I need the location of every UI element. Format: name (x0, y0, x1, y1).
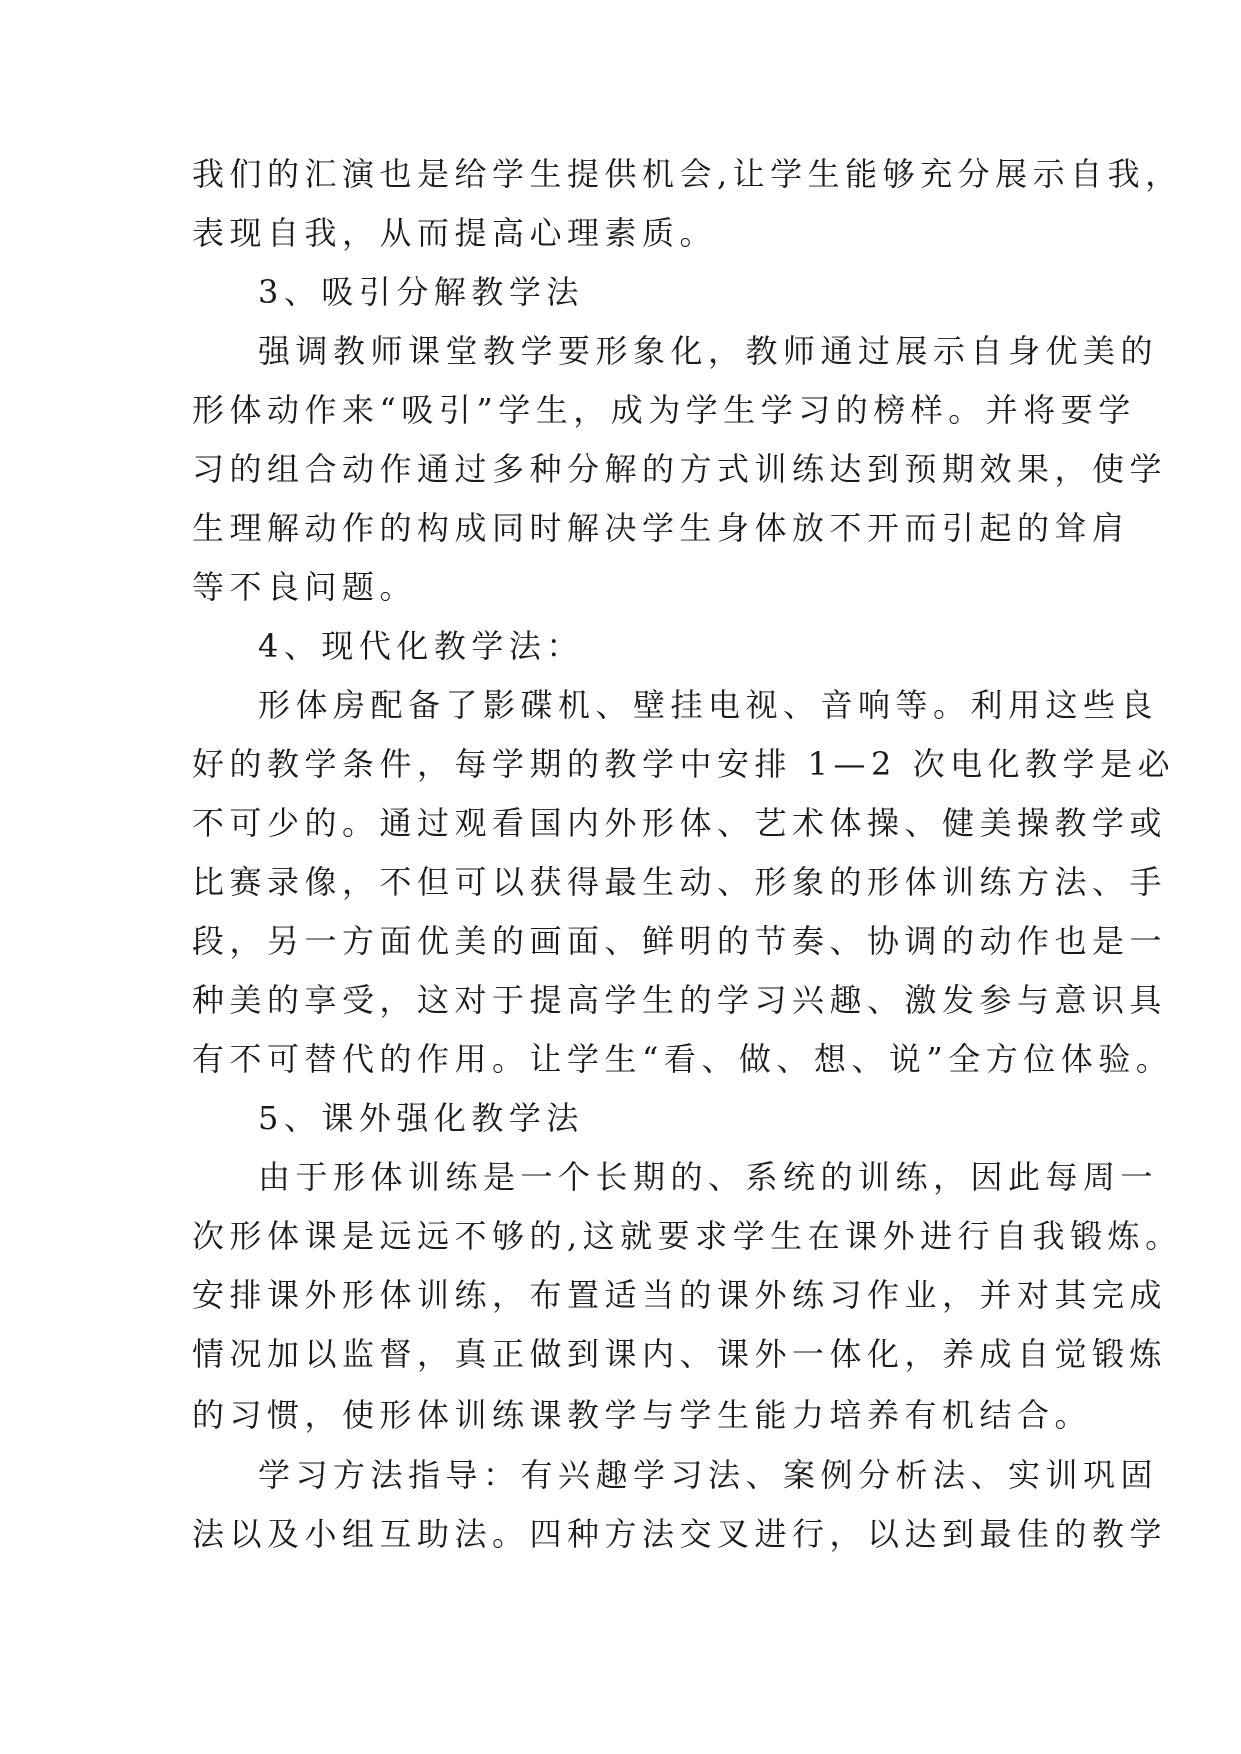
paragraph (192, 322, 1168, 617)
heading-line: 4、现代化教学法： (258, 627, 584, 665)
paragraph (192, 145, 1183, 263)
text-line: 强调教师课堂教学要形象化，教师通过展示自身优美的 (258, 332, 1159, 370)
text-line: 形体动作来“吸引”学生，成为学生学习的榜样。并将要学 (192, 391, 1136, 429)
text-line: 次形体课是远远不够的,这就要求学生在课外进行自我锻炼。 (192, 1217, 1183, 1255)
text-line: 生理解动作的构成同时解决学生身体放不开而引起的耸肩 (192, 509, 1130, 547)
text-line: 等不良问题。 (192, 568, 418, 606)
text-line: 形体房配备了影碟机、壁挂电视、音响等。利用这些良 (258, 686, 1159, 724)
document-body (192, 145, 1183, 1564)
text-line: 习的组合动作通过多种分解的方式训练达到预期效果，使学 (192, 450, 1168, 488)
text-line: 的习惯，使形体训练课教学与学生能力培养有机结合。 (192, 1396, 1093, 1434)
text-line: 学习方法指导：有兴趣学习法、案例分析法、实训巩固 (258, 1456, 1159, 1494)
text-line: 不可少的。通过观看国内外形体、艺术体操、健美操教学或 (192, 804, 1168, 842)
text-line: 情况加以监督，真正做到课内、课外一体化，养成自觉锻炼 (192, 1335, 1168, 1373)
text-line: 有不可替代的作用。让学生“看、做、想、说”全方位体验。 (192, 1040, 1174, 1078)
section-heading (192, 263, 1072, 322)
section-heading (192, 617, 1072, 676)
text-line: 段，另一方面优美的画面、鲜明的节奏、协调的动作也是一 (192, 922, 1168, 960)
heading-line: 5、课外强化教学法 (258, 1099, 584, 1137)
paragraph (192, 676, 1176, 1089)
text-line: 法以及小组互助法。四种方法交叉进行，以达到最佳的教学 (192, 1515, 1168, 1553)
section-heading (192, 1089, 1072, 1148)
text-line: 比赛录像，不但可以获得最生动、形象的形体训练方法、手 (192, 863, 1168, 901)
paragraph (192, 1446, 1168, 1564)
text-line: 由于形体训练是一个长期的、系统的训练，因此每周一 (258, 1158, 1159, 1196)
paragraph (192, 1148, 1183, 1446)
text-line: 我们的汇演也是给学生提供机会,让学生能够充分展示自我， (192, 155, 1183, 193)
text-line: 表现自我，从而提高心理素质。 (192, 214, 718, 252)
text-line: 种美的享受，这对于提高学生的学习兴趣、激发参与意识具 (192, 981, 1168, 1019)
text-line: 好的教学条件，每学期的教学中安排 1—2 次电化教学是必 (192, 745, 1176, 783)
heading-line: 3、吸引分解教学法 (258, 273, 584, 311)
text-line: 安排课外形体训练，布置适当的课外练习作业，并对其完成 (192, 1276, 1168, 1314)
